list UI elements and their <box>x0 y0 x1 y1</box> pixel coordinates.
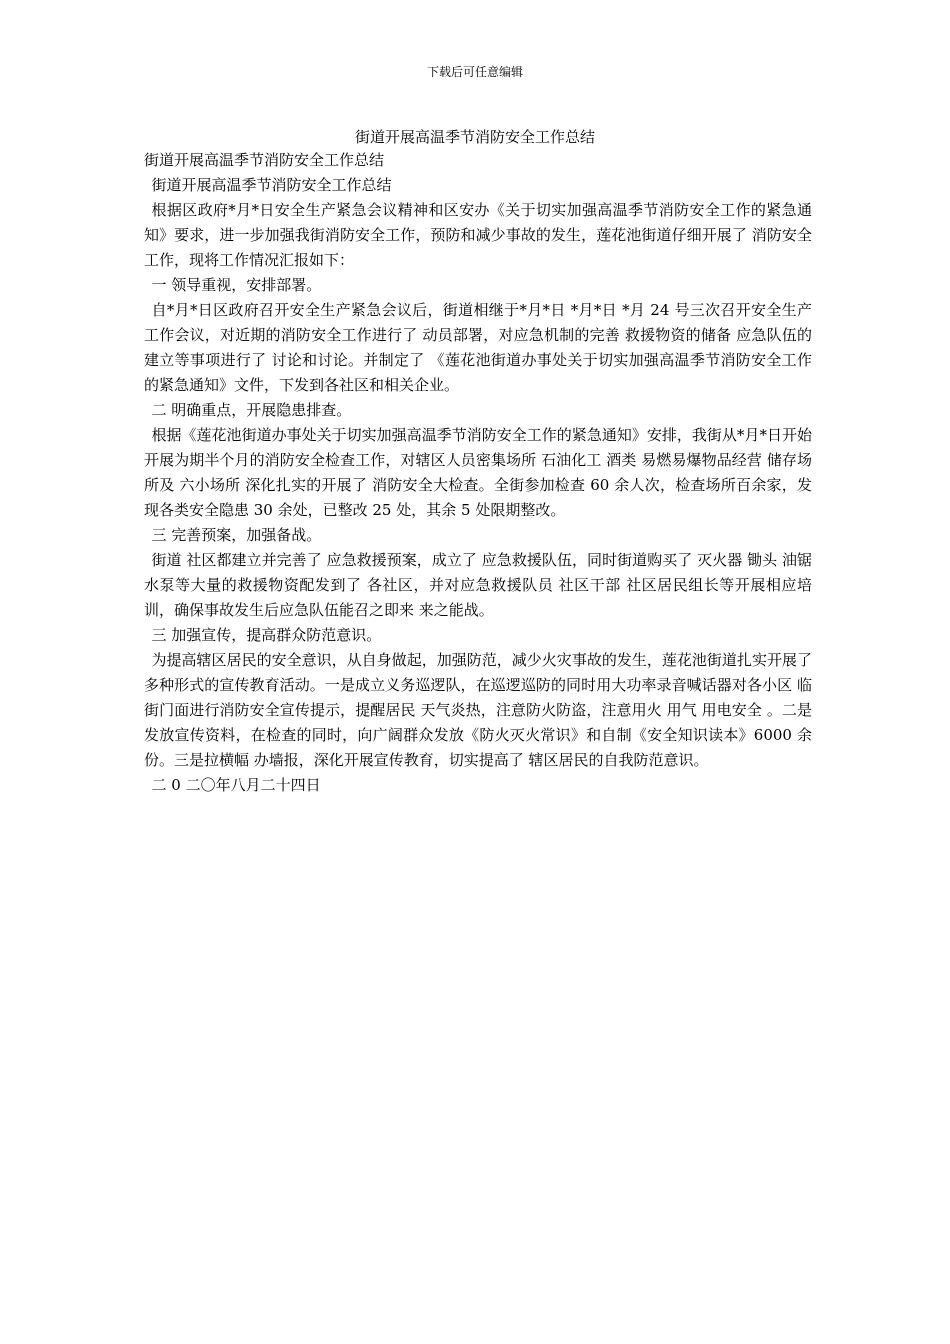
subtitle-line-repeat: 街道开展高温季节消防安全工作总结 <box>151 176 392 194</box>
page-header-note: 下载后可任意编辑 <box>426 65 523 79</box>
section-body-4: 为提高辖区居民的安全意识，从自身做起，加强防范，减少火灾事故的发生，莲花池街道扎实开展了 多种形式的宣传教育活动。一是成立义务巡逻队，在巡逻巡防的同时用大功率录音喊话器对各小区 临街门面进行消防安全宣传提示，提醒居民 天气炎热，注意防火防盗，注意用火 用气 用电安全 。二是发放宣传资料，在检查的同时，向广阔群众发放《防火灭火常识》和自制《安全知识读本》6000 余份。三是拉横幅 办墙报，深化开展宣传教育，切实提高了 辖区居民的自我防范意识。 <box>144 651 812 769</box>
section-body-3: 街道 社区都建立并完善了 应急救援预案，成立了 应急救援队伍，同时街道购买了 灭火器 锄头 油锯 水泵等大量的救援物资配发到了 各社区，并对应急救援队员 社区干部 社区居民组长等开展相应培训，确保事故发生后应急队伍能召之即来 来之能战。 <box>144 551 812 619</box>
section-body-2: 根据《莲花池街道办事处关于切实加强高温季节消防安全工作的紧急通知》安排，我街从*月*日开始开展为期半个月的消防安全检查工作，对辖区人员密集场所 石油化工 酒类 易燃易爆物品经营 储存场所及 六小场所 深化扎实的开展了 消防安全大检查。全街参加检查 60 余人次，检查场所百余家，发现各类安全隐患 30 余处，已整改 25 处，其余 5 处限期整改。 <box>144 426 812 519</box>
intro-paragraph: 根据区政府*月*日安全生产紧急会议精神和区安办《关于切实加强高温季节消防安全工作的紧急通知》要求，进一步加强我街消防安全工作，预防和减少事故的发生，莲花池街道仔细开展了 消防安全工作，现将工作情况汇报如下： <box>144 201 812 269</box>
section-heading-4: 三 加强宣传，提高群众防范意识。 <box>151 626 382 644</box>
section-heading-2: 二 明确重点，开展隐患排查。 <box>151 401 352 419</box>
document-date: 二 0 二〇年八月二十四日 <box>151 776 321 794</box>
document-body <box>144 148 812 798</box>
section-heading-1: 一 领导重视，安排部署。 <box>151 276 322 294</box>
section-heading-3: 三 完善预案，加强备战。 <box>151 526 322 544</box>
document-title: 街道开展高温季节消防安全工作总结 <box>354 128 595 146</box>
subtitle-line: 街道开展高温季节消防安全工作总结 <box>144 151 385 169</box>
section-body-1: 自*月*日区政府召开安全生产紧急会议后，街道相继于*月*日 *月*日 *月 24 号三次召开安全生产工作会议，对近期的消防安全工作进行了 动员部署，对应急机制的完善 救援物资的储备 应急队伍的建立等事项进行了 讨论和讨论。并制定了 《莲花池街道办事处关于切实加强高温季节消防安全工作的紧急通知》文件，下发到各社区和相关企业。 <box>144 301 812 394</box>
